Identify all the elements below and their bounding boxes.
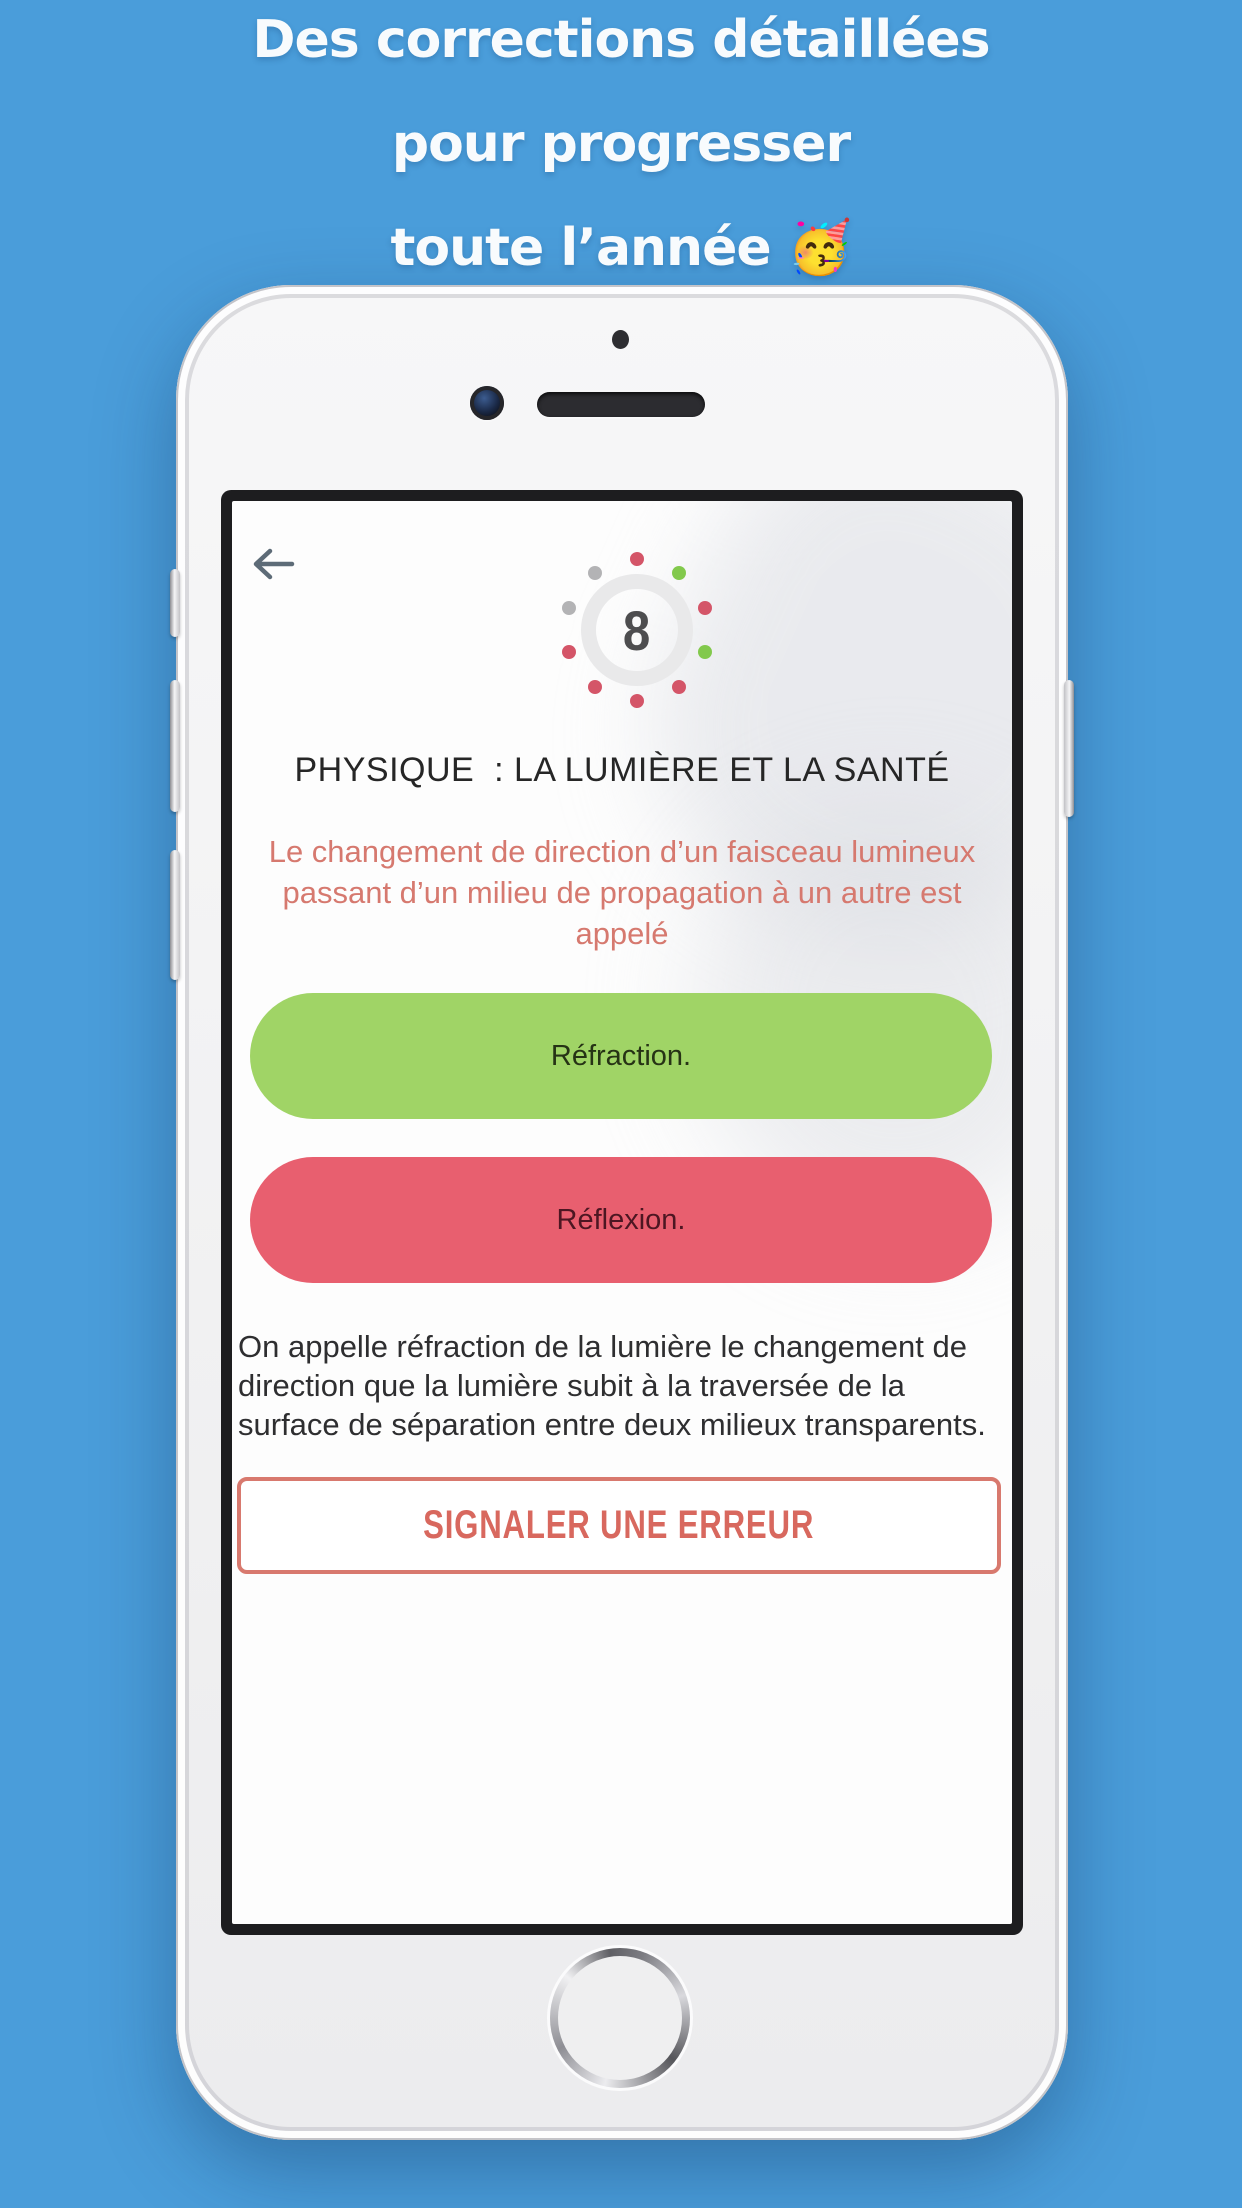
progress-dot (630, 694, 644, 708)
home-button (550, 1948, 690, 2088)
quiz-correction-screen (232, 501, 1012, 1924)
volume-up-button (170, 680, 180, 812)
mute-switch (170, 569, 180, 637)
hero-line-3: toute l’année 🥳 (390, 218, 852, 278)
back-arrow-icon (252, 545, 296, 586)
report-error-button[interactable] (237, 1477, 1001, 1574)
question-number: 8 (623, 598, 651, 662)
answer-button-refraction[interactable]: Réfraction. (250, 993, 992, 1119)
progress-dot (562, 601, 576, 615)
earpiece-speaker-icon (537, 392, 705, 417)
progress-dot (562, 645, 576, 659)
progress-dot (588, 566, 602, 580)
question-progress-ring (581, 574, 693, 686)
phone-screen-bezel (221, 490, 1023, 1935)
hero-line-1: Des corrections détaillées (252, 10, 990, 70)
proximity-sensor-icon (612, 330, 629, 349)
category-title: PHYSIQUE : LA LUMIÈRE ET LA SANTÉ (294, 751, 950, 789)
progress-dot (630, 552, 644, 566)
front-camera-icon (470, 386, 504, 420)
hero-title (0, 0, 1242, 300)
power-button (1064, 680, 1074, 817)
report-error-label: SIGNALER UNE ERREUR (423, 1503, 815, 1547)
progress-dot (698, 601, 712, 615)
back-button[interactable] (246, 539, 302, 591)
volume-down-button (170, 850, 180, 980)
progress-dot (672, 566, 686, 580)
progress-dot (698, 645, 712, 659)
home-button-inner (558, 1956, 682, 2080)
progress-dot (588, 680, 602, 694)
explanation-text: On appelle réfraction de la lumière le changement de direction que la lumière subit à la traversée de la surface de séparation entre deux milieux transparents. (238, 1329, 986, 1442)
answer-button-reflexion[interactable]: Réflexion. (250, 1157, 992, 1283)
question-text: Le changement de direction d’un faisceau lumineux passant d’un milieu de propagation à un autre est appelé (268, 834, 976, 951)
hero-line-2: pour progresser (391, 114, 851, 174)
phone-mockup (176, 285, 1068, 2140)
